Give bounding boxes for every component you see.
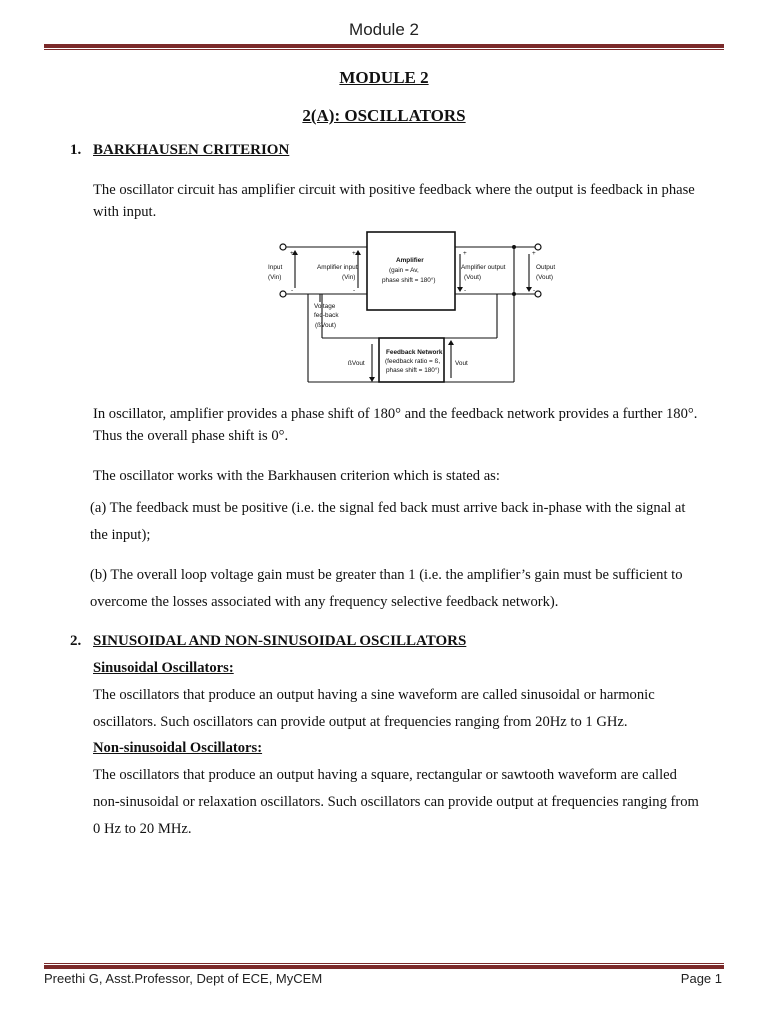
header-rule-thin	[44, 49, 724, 50]
running-header-title: Module 2	[349, 20, 419, 39]
section-2-heading	[70, 633, 466, 650]
condition-a-line-1: (a) The feedback must be positive (i.e. the signal fed back must arrive back in-phase with the signal at	[90, 500, 686, 516]
intro-paragraph	[93, 179, 723, 223]
input-terminal-top	[280, 244, 286, 250]
condition-b	[90, 562, 725, 616]
amp-phase: phase shift = 180°)	[382, 277, 436, 284]
plus-sign-input: +	[290, 250, 294, 257]
section-2-number: 2.	[70, 633, 82, 649]
footer-rule-thin	[44, 963, 724, 964]
output-terminal-top	[535, 244, 541, 250]
non-sinusoidal-line-2: non-sinusoidal or relaxation oscillators. Such oscillators can provide output at frequencies ranging from	[93, 794, 699, 810]
condition-b-line-1: (b) The overall loop voltage gain must be greater than 1 (i.e. the amplifier’s gain must be sufficient to	[90, 567, 683, 583]
intro-line-1: The oscillator circuit has amplifier circuit with positive feedback where the output is feedback in phase	[93, 182, 695, 198]
output-label: Output	[536, 264, 556, 271]
minus-sign-amp-in: -	[353, 287, 356, 294]
plus-sign-amp-in: +	[352, 250, 356, 257]
plus-sign-amp-out: +	[463, 250, 467, 257]
section-1-heading	[70, 142, 289, 159]
barkhausen-block-diagram	[0, 228, 768, 388]
non-sinusoidal-line-3: 0 Hz to 20 MHz.	[93, 821, 192, 837]
phase-line-1: In oscillator, amplifier provides a phase shift of 180° and the feedback network provides a further 180°.	[93, 406, 698, 422]
intro-line-2: with input.	[93, 204, 157, 220]
amp-output-label: Amplifier output	[461, 264, 506, 271]
amp-title: Amplifier	[396, 257, 424, 264]
non-sinusoidal-heading: Non-sinusoidal Oscillators:	[93, 740, 263, 756]
footer-rule	[44, 965, 724, 969]
amp-input-label: Amplifier input	[317, 264, 358, 271]
section-2-title: SINUSOIDAL AND NON-SINUSOIDAL OSCILLATORS	[93, 633, 467, 649]
section-1-title: BARKHAUSEN CRITERION	[93, 142, 290, 158]
output-symbol: (Vout)	[536, 274, 554, 281]
non-sinusoidal-line-1: The oscillators that produce an output having a square, rectangular or sawtooth waveform are called	[93, 767, 677, 783]
fedback-label: fed-back	[314, 312, 339, 319]
criterion-intro: The oscillator works with the Barkhausen criterion which is stated as:	[93, 468, 500, 484]
condition-a-line-2: the input);	[90, 527, 151, 543]
input-terminal-bottom	[280, 291, 286, 297]
fedback-symbol: (ßVout)	[315, 322, 336, 329]
condition-a	[90, 495, 725, 549]
fb-ratio: (feedback ratio = ß,	[385, 358, 441, 365]
minus-sign-amp-out: -	[464, 287, 467, 294]
amp-gain: (gain = Av,	[389, 267, 419, 274]
vout-label: Vout	[455, 360, 468, 367]
section-title: 2(A): OSCILLATORS	[302, 106, 466, 125]
fb-title: Feedback Network	[386, 349, 443, 356]
amp-input-symbol: (Vin)	[342, 274, 356, 281]
plus-sign-output: +	[532, 250, 536, 257]
condition-b-line-2: overcome the losses associated with any frequency selective feedback network).	[90, 594, 559, 610]
fb-phase: phase shift = 180°)	[386, 367, 440, 374]
voltage-label: Voltage	[314, 303, 336, 310]
sinusoidal-line-1: The oscillators that produce an output having a sine waveform are called sinusoidal or harmonic	[93, 687, 655, 703]
phase-line-2: Thus the overall phase shift is 0°.	[93, 428, 289, 444]
footer-author: Preethi G, Asst.Professor, Dept of ECE, MyCEM	[44, 971, 323, 986]
output-terminal-bottom	[535, 291, 541, 297]
module-title: MODULE 2	[339, 68, 429, 87]
phase-shift-paragraph	[93, 403, 723, 447]
sinusoidal-paragraph	[93, 682, 723, 736]
beta-vout-label: ßVout	[348, 360, 365, 367]
input-symbol: (Vin)	[268, 274, 282, 281]
amp-output-symbol: (Vout)	[464, 274, 482, 281]
header-rule	[44, 44, 724, 48]
minus-sign-input: -	[291, 287, 294, 294]
non-sinusoidal-paragraph	[93, 762, 723, 843]
minus-sign-output: -	[533, 287, 536, 294]
page-number: Page 1	[680, 971, 722, 986]
sinusoidal-line-2: oscillators. Such oscillators can provide output at frequencies ranging from 20Hz to 1 GHz.	[93, 714, 628, 730]
sinusoidal-heading: Sinusoidal Oscillators:	[93, 660, 234, 676]
input-label: Input	[268, 264, 283, 271]
section-1-number: 1.	[70, 142, 82, 158]
